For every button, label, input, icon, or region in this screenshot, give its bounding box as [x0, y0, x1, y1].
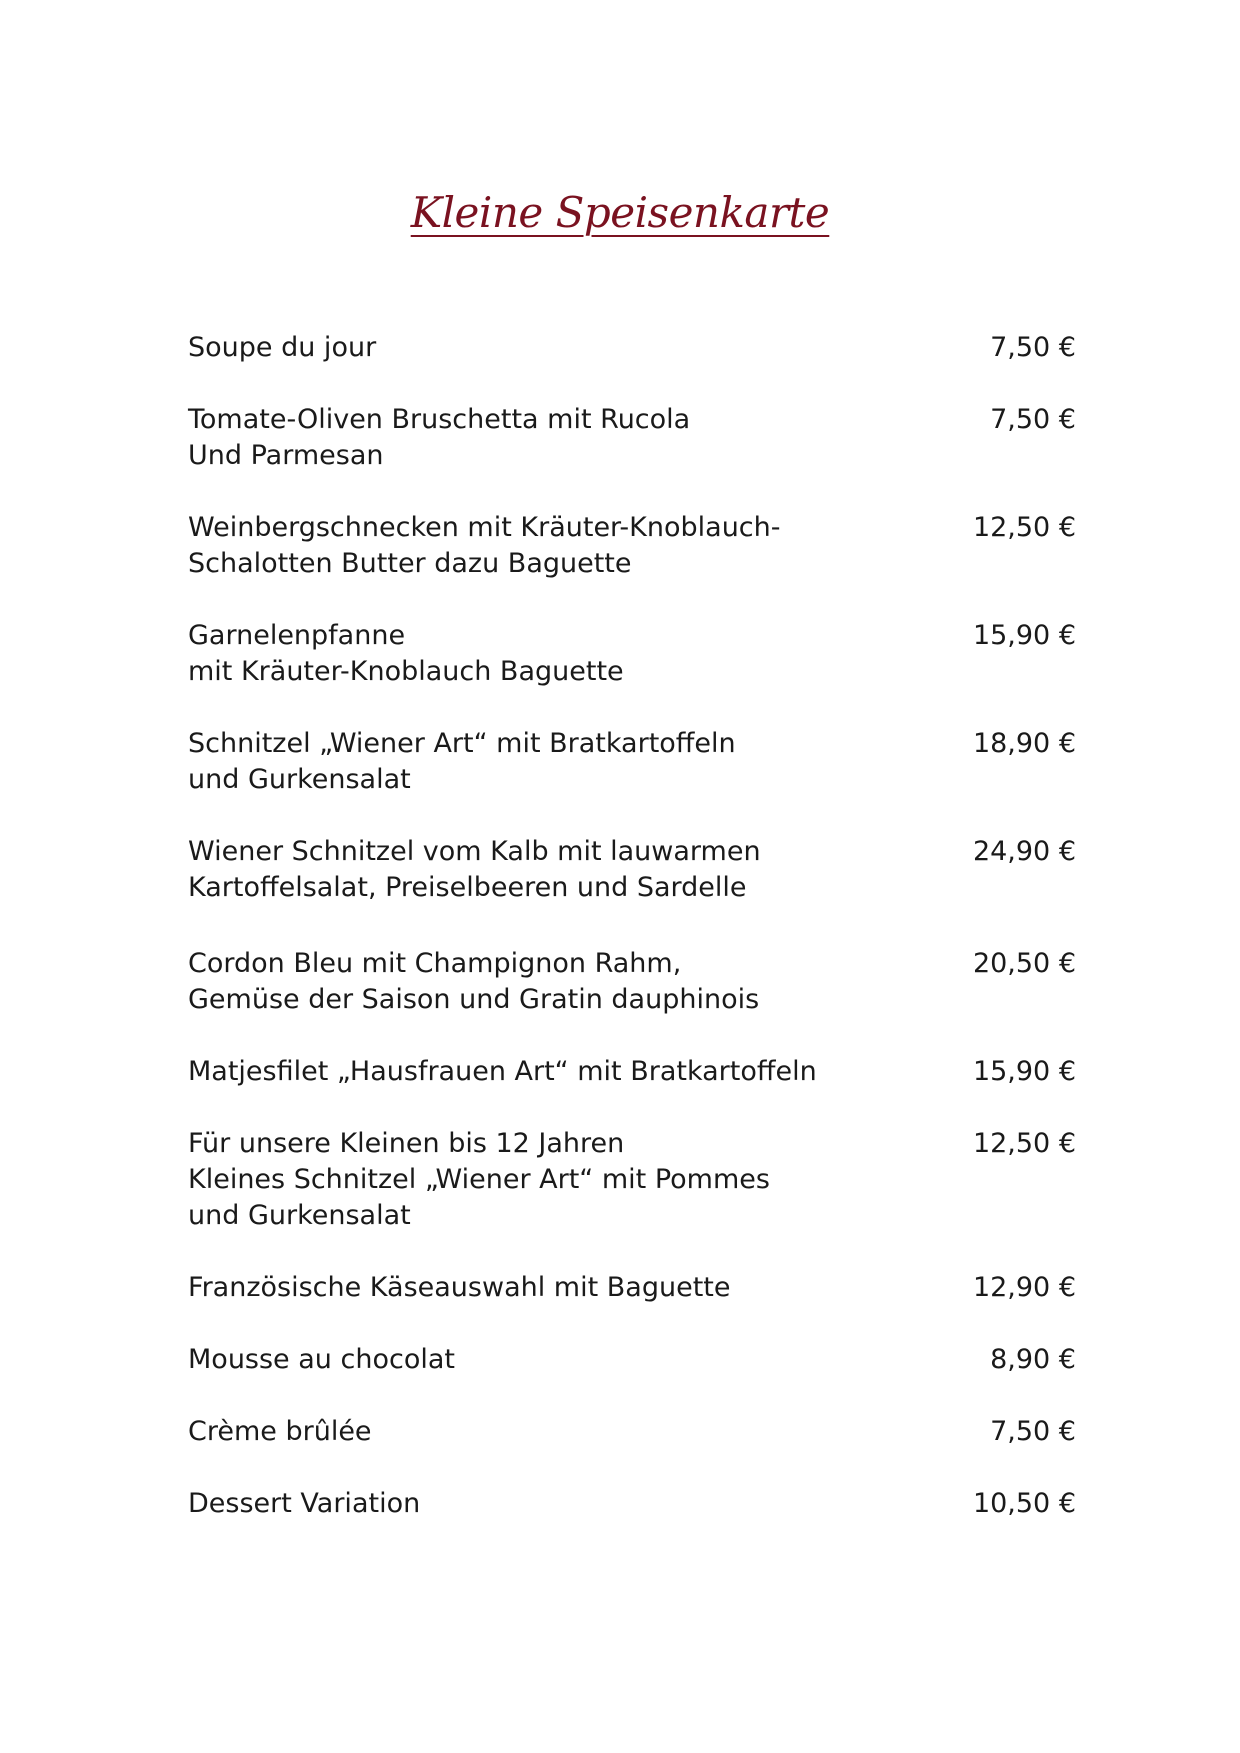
menu-item: [188, 618, 1076, 690]
menu-item-name: Crème brûlée: [188, 1416, 372, 1447]
menu-item-price: 7,50 €: [990, 1416, 1076, 1447]
menu-item-price: 12,50 €: [972, 1128, 1076, 1159]
menu-item-name: Matjesfilet „Hausfrauen Art“ mit Bratkartoffeln: [188, 1056, 817, 1087]
menu-item-name: Dessert Variation: [188, 1488, 421, 1519]
menu-item: [188, 834, 1076, 906]
menu-item-name: Französische Käseauswahl mit Baguette: [188, 1272, 731, 1303]
menu-item: [188, 1486, 1076, 1522]
menu-item: [188, 1054, 1076, 1090]
menu-item-name: Wiener Schnitzel vom Kalb mit lauwarmen Kartoffelsalat, Preiselbeeren und Sardelle: [188, 836, 761, 903]
menu-item-name: Für unsere Kleinen bis 12 Jahren Kleines Schnitzel „Wiener Art“ mit Pommes und Gurkensalat: [188, 1128, 770, 1231]
menu-item-price: 20,50 €: [972, 948, 1076, 979]
menu-item-price: 7,50 €: [990, 404, 1076, 435]
menu-item-name: Soupe du jour: [188, 332, 377, 363]
menu-item-price: 7,50 €: [990, 332, 1076, 363]
menu-item-price: 12,90 €: [972, 1272, 1076, 1303]
menu-item-price: 15,90 €: [972, 620, 1076, 651]
menu-item-name: Schnitzel „Wiener Art“ mit Bratkartoffeln und Gurkensalat: [188, 728, 736, 795]
menu-item-name: Mousse au chocolat: [188, 1344, 455, 1375]
menu-item: [188, 1126, 1076, 1234]
menu-item-price: 15,90 €: [972, 1056, 1076, 1087]
menu-item-price: 24,90 €: [972, 836, 1076, 867]
menu-item: [188, 402, 1076, 474]
menu-item: [188, 510, 1076, 582]
menu-item-name: Weinbergschnecken mit Kräuter-Knoblauch- Schalotten Butter dazu Baguette: [188, 512, 781, 579]
menu-item-price: 10,50 €: [972, 1488, 1076, 1519]
menu-item: [188, 946, 1076, 1018]
menu-item: [188, 1414, 1076, 1450]
menu-item: [188, 1270, 1076, 1306]
menu-title: Kleine Speisenkarte: [410, 188, 830, 237]
menu-item: [188, 726, 1076, 798]
menu-item-name: Cordon Bleu mit Champignon Rahm, Gemüse der Saison und Gratin dauphinois: [188, 948, 760, 1015]
menu-item-name: Tomate-Oliven Bruschetta mit Rucola Und Parmesan: [188, 404, 691, 471]
menu-item-name: Garnelenpfanne mit Kräuter-Knoblauch Baguette: [188, 620, 624, 687]
menu-list: [188, 330, 1076, 1522]
menu-item-price: 8,90 €: [990, 1344, 1076, 1375]
menu-item-price: 12,50 €: [972, 512, 1076, 543]
menu-item: [188, 1342, 1076, 1378]
menu-item: [188, 330, 1076, 366]
menu-item-price: 18,90 €: [972, 728, 1076, 759]
